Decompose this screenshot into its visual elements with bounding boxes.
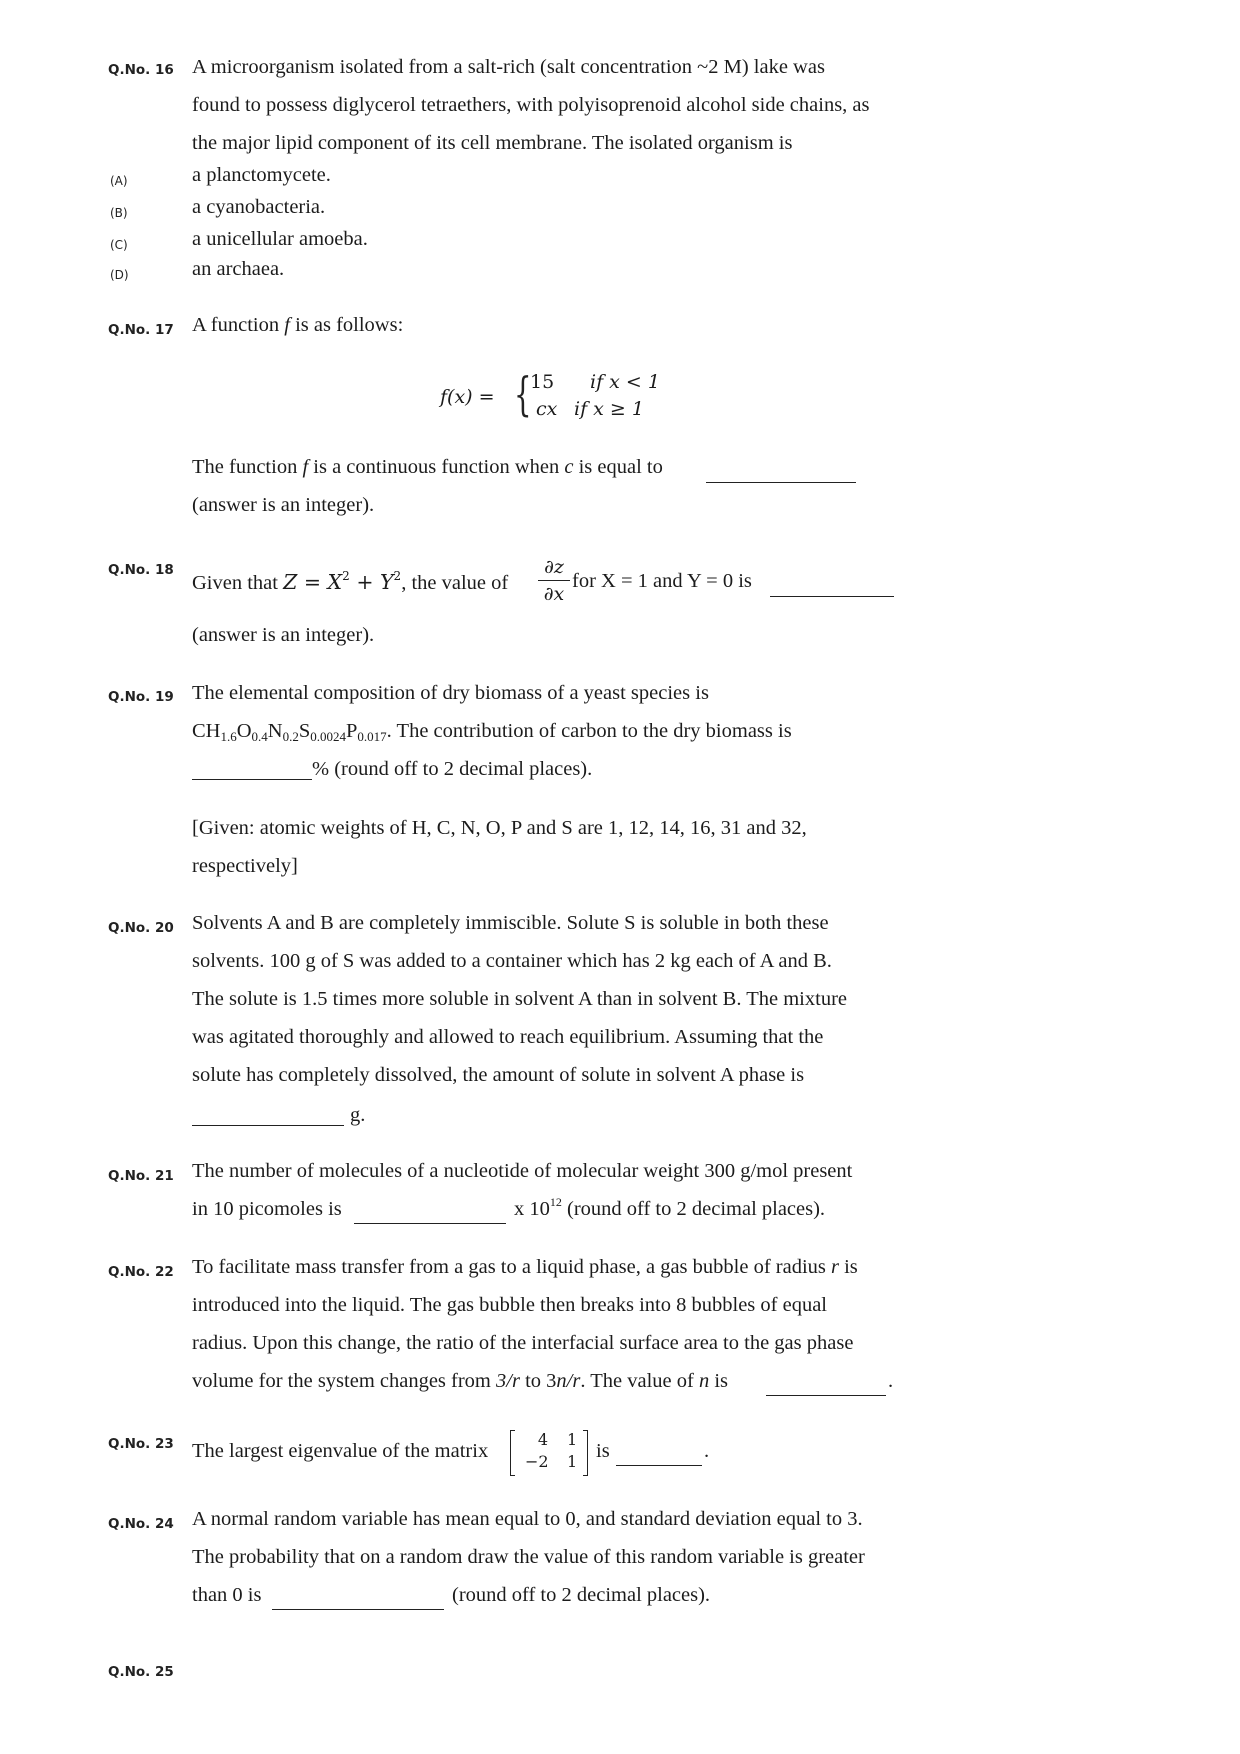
question-text: The number of molecules of a nucleotide of molecular weight 300 g/mol present [192, 1160, 853, 1182]
question-text: radius. Upon this change, the ratio of the interfacial surface area to the gas phase [192, 1332, 854, 1354]
question-text: solvents. 100 g of S was added to a container which has 2 kg each of A and B. [192, 950, 832, 972]
option-text: a cyanobacteria. [192, 196, 326, 218]
option-text: a planctomycete. [192, 164, 331, 186]
answer-blank[interactable] [766, 1394, 886, 1396]
question-text: [Given: atomic weights of H, C, N, O, P and S are 1, 12, 14, 16, 31 and 32, [192, 817, 807, 839]
question-text: Given that $Z = X^2 + Y^2$, the value of [192, 569, 509, 594]
answer-blank[interactable] [192, 1124, 344, 1126]
question-text: than 0 is [192, 1584, 262, 1606]
question-text: A function f is as follows: [192, 314, 404, 336]
question-text: introduced into the liquid. The gas bubble then breaks into 8 bubbles of equal [192, 1294, 827, 1316]
case-condition: if x < 1 [590, 371, 660, 393]
question-text: for X = 1 and Y = 0 is [572, 570, 752, 592]
case-value: 15 [530, 371, 555, 393]
question-text: (round off to 2 decimal places). [452, 1584, 711, 1606]
answer-blank[interactable] [192, 778, 312, 780]
question-text: A normal random variable has mean equal to 0, and standard deviation equal to 3. [192, 1508, 863, 1530]
question-text: g. [350, 1104, 366, 1126]
question-number: Q.No. 19 [108, 689, 174, 705]
question-number: Q.No. 21 [108, 1168, 174, 1184]
question-number: Q.No. 17 [108, 322, 174, 338]
question-text: in 10 picomoles is [192, 1198, 342, 1220]
fraction-denominator: ∂x [543, 583, 565, 605]
question-text: (answer is an integer). [192, 624, 375, 646]
answer-blank[interactable] [770, 595, 894, 597]
question-text: is [596, 1440, 610, 1462]
question-text: the major lipid component of its cell membrane. The isolated organism is [192, 132, 793, 154]
question-number: Q.No. 20 [108, 920, 174, 936]
question-text: % (round off to 2 decimal places). [312, 758, 593, 780]
question-text: The function f is a continuous function when c is equal to [192, 456, 663, 478]
matrix-cell: 4 [537, 1430, 549, 1449]
question-text: $CH_{1.6}O_{0.4}N_{0.2}S_{0.0024}P_{0.017}$. The contribution of carbon to the dry biomass is [192, 720, 792, 744]
curly-brace: { [514, 367, 532, 421]
option-text: a unicellular amoeba. [192, 228, 368, 250]
answer-blank[interactable] [616, 1464, 702, 1466]
case-value: cx [536, 398, 558, 420]
question-number: Q.No. 22 [108, 1264, 174, 1280]
matrix-cell: 1 [567, 1452, 578, 1471]
matrix-cell: −2 [525, 1452, 549, 1471]
question-text: respectively] [192, 855, 298, 877]
question-text: volume for the system changes from 3/r to 3n/r. The value of n is [192, 1370, 729, 1392]
matrix-cell: 1 [567, 1430, 578, 1449]
question-number: Q.No. 24 [108, 1516, 174, 1532]
question-text: . [888, 1370, 894, 1392]
question-text: The probability that on a random draw the value of this random variable is greater [192, 1546, 865, 1568]
question-text: was agitated thoroughly and allowed to reach equilibrium. Assuming that the [192, 1026, 824, 1048]
option-label: (C) [110, 238, 128, 252]
answer-blank[interactable] [354, 1222, 506, 1224]
matrix-bracket-left [510, 1430, 515, 1476]
question-text: Solvents A and B are completely immiscible. Solute S is soluble in both these [192, 912, 829, 934]
option-label: (B) [110, 206, 128, 220]
question-text: . [704, 1440, 710, 1462]
question-number: Q.No. 25 [108, 1664, 174, 1680]
question-text: To facilitate mass transfer from a gas to a liquid phase, a gas bubble of radius r is [192, 1256, 858, 1278]
question-text: found to possess diglycerol tetraethers, with polyisoprenoid alcohol side chains, as [192, 94, 870, 116]
fraction-numerator: ∂z [544, 556, 564, 578]
question-text: solute has completely dissolved, the amount of solute in solvent A phase is [192, 1064, 805, 1086]
partial-derivative-fraction [538, 556, 570, 605]
question-text: x $10^{12}$ (round off to 2 decimal places). [514, 1195, 826, 1220]
equation-lhs: f(x) = [440, 386, 495, 408]
question-number: Q.No. 23 [108, 1436, 174, 1452]
answer-blank[interactable] [706, 481, 856, 483]
option-label: (A) [110, 174, 128, 188]
option-label: (D) [110, 268, 129, 282]
case-condition: if x ≥ 1 [574, 398, 644, 420]
matrix [510, 1430, 588, 1476]
matrix-bracket-right [583, 1430, 588, 1476]
question-text: The solute is 1.5 times more soluble in solvent A than in solvent B. The mixture [192, 988, 847, 1010]
chemical-formula: $CH_{1.6}O_{0.4}N_{0.2}S_{0.0024}P_{0.017}$ [192, 720, 387, 744]
question-text: The largest eigenvalue of the matrix [192, 1440, 489, 1462]
question-text: (answer is an integer). [192, 494, 375, 516]
question-text: A microorganism isolated from a salt-rich (salt concentration ~2 M) lake was [192, 56, 825, 78]
question-number: Q.No. 16 [108, 62, 174, 78]
option-text: an archaea. [192, 258, 285, 280]
answer-blank[interactable] [272, 1608, 444, 1610]
question-text: The elemental composition of dry biomass of a yeast species is [192, 682, 709, 704]
question-number: Q.No. 18 [108, 562, 174, 578]
